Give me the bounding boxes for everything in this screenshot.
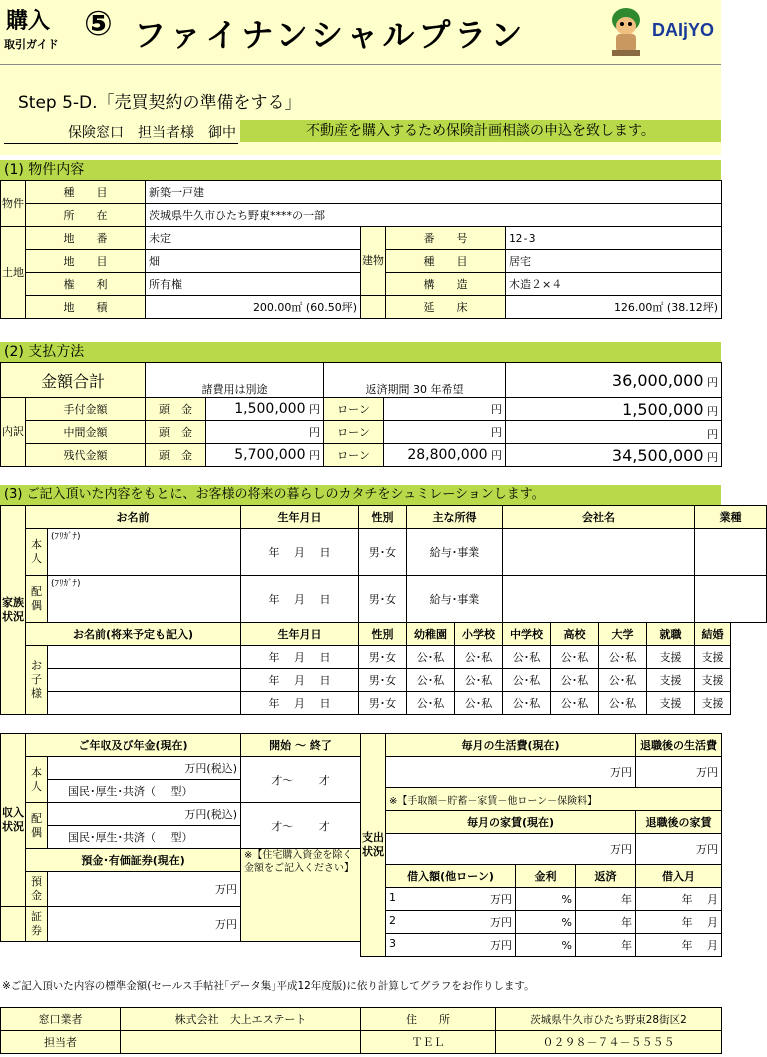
- uchiwake-label: 内訳: [1, 398, 26, 467]
- loan-amount-cell[interactable]: [384, 421, 506, 444]
- savings-note: ※【住宅購入資金を除く金額をご記入ください】: [241, 849, 361, 942]
- furigana-label: (ﾌﾘｶﾞﾅ): [51, 579, 81, 589]
- step-title: Step 5-D.「売買契約の準備をする」: [18, 93, 302, 113]
- repay-years: 30: [413, 383, 428, 396]
- school-field[interactable]: 公･私: [503, 692, 551, 715]
- repay-label: 返済期間: [365, 383, 410, 396]
- col-marry: 結婚: [695, 623, 731, 646]
- securities-field[interactable]: 万円: [48, 907, 241, 942]
- down-amount-cell[interactable]: [206, 444, 324, 467]
- loan-amount-cell[interactable]: [384, 398, 506, 421]
- tel-value: ０２９８－７４－５５５５: [496, 1031, 722, 1054]
- col-industry: 業種: [695, 506, 767, 529]
- school-field[interactable]: 公･私: [407, 646, 455, 669]
- section3-heading: (3) ご記入頂いた内容をもとに、お客様の将来の暮らしのカタチをシュミレーションします。: [0, 485, 721, 505]
- repay-field[interactable]: 年: [576, 911, 636, 934]
- blank-cell: [1, 907, 26, 942]
- living-head: 毎月の生活費(現在): [386, 734, 636, 757]
- debt-field[interactable]: [386, 888, 516, 911]
- child-name-field[interactable]: [48, 646, 241, 669]
- expenses-note: 諸費用は別途: [146, 363, 324, 398]
- down-label: 頭 金: [146, 444, 206, 467]
- chiseki-label: 地 積: [26, 296, 146, 319]
- school-field[interactable]: 公･私: [551, 692, 599, 715]
- school-field[interactable]: 公･私: [407, 692, 455, 715]
- col-elem: 小学校: [455, 623, 503, 646]
- birth-field[interactable]: 年 月 日: [241, 692, 359, 715]
- debt-field[interactable]: [386, 934, 516, 957]
- shumoku-label: 種 目: [26, 181, 146, 204]
- sex-field[interactable]: 男･女: [359, 669, 407, 692]
- chiban-label: 地 番: [26, 227, 146, 250]
- birth-field[interactable]: 年 月 日: [241, 669, 359, 692]
- nobeyuka-value[interactable]: 126.00㎡ (38.12坪): [506, 296, 722, 319]
- child-name-field[interactable]: [48, 669, 241, 692]
- loan-amount: 28,800,000: [407, 447, 488, 463]
- school-field[interactable]: 公･私: [503, 669, 551, 692]
- retire-living-head: 退職後の生活費: [636, 734, 722, 757]
- income-amount-field[interactable]: 万円(税込): [48, 803, 241, 826]
- support-field[interactable]: 支援: [695, 646, 731, 669]
- section1-heading: (1) 物件内容: [0, 160, 721, 180]
- period-field[interactable]: 才～ 才: [241, 803, 361, 849]
- kenri-label: 権 利: [26, 273, 146, 296]
- col-child-name: お名前(将来予定も記入): [26, 623, 241, 646]
- support-field[interactable]: 支援: [695, 692, 731, 715]
- pension-field[interactable]: 国民･厚生･共済（ 型）: [48, 780, 241, 803]
- loan-amount-cell[interactable]: [384, 444, 506, 467]
- row-label: 残代金額: [26, 444, 146, 467]
- row-total: 1,500,000: [622, 399, 704, 419]
- loan-label: ローン: [324, 398, 384, 421]
- manyen-unit: 万円: [490, 916, 512, 929]
- birth-field[interactable]: 年 月 日: [241, 646, 359, 669]
- footer-table: [0, 1007, 722, 1054]
- bukken-label: 物件: [1, 181, 26, 227]
- loan-label: ローン: [324, 421, 384, 444]
- support-field[interactable]: 支援: [647, 692, 695, 715]
- living-note: ※【手取額－貯蓄－家賃－他ローン－保険料】: [386, 788, 722, 811]
- page-title: ファイナンシャルプラン: [134, 16, 527, 54]
- period-field[interactable]: 才～ 才: [241, 757, 361, 803]
- repay-period[interactable]: [324, 363, 506, 398]
- haiguu-label: 配偶: [26, 803, 48, 849]
- borrow-head: 借入月: [636, 865, 722, 888]
- loan-label: ローン: [324, 444, 384, 467]
- kozo-label: 構 造: [386, 273, 506, 296]
- row-total-cell[interactable]: [506, 421, 722, 444]
- family-label: 家族状況: [1, 506, 26, 715]
- chiban-value[interactable]: 未定: [146, 227, 361, 250]
- repay-field[interactable]: 年: [576, 888, 636, 911]
- support-field[interactable]: 支援: [647, 646, 695, 669]
- col-kinder: 幼稚園: [407, 623, 455, 646]
- buy-sublabel: 取引ガイド: [4, 38, 59, 51]
- yen-unit: 円: [309, 403, 321, 416]
- company-field[interactable]: [503, 576, 695, 623]
- chimoku-label: 地 目: [26, 250, 146, 273]
- borrow-month-field[interactable]: 年 月: [636, 911, 722, 934]
- living-field[interactable]: 万円: [386, 757, 636, 788]
- shozai-label: 所 在: [26, 204, 146, 227]
- row-label: 手付金額: [26, 398, 146, 421]
- yen-unit: 円: [491, 449, 503, 462]
- debt-head: 借入額(他ローン): [386, 865, 516, 888]
- school-field[interactable]: 公･私: [455, 692, 503, 715]
- chimoku-value[interactable]: 畑: [146, 250, 361, 273]
- expense-table: [360, 733, 722, 957]
- person-label: 担当者: [1, 1031, 121, 1054]
- rent-head: 毎月の家賃(現在): [386, 811, 636, 834]
- buy-label: 購入: [6, 9, 51, 34]
- col-univ: 大学: [599, 623, 647, 646]
- total-amount: 36,000,000: [611, 370, 704, 390]
- tochi-label: 土地: [1, 227, 26, 319]
- pension-field[interactable]: 国民･厚生･共済（ 型）: [48, 826, 241, 849]
- address-value: 茨城県牛久市ひたち野東28街区2: [496, 1008, 722, 1031]
- tel-label: ＴＥＬ: [361, 1031, 496, 1054]
- col-job: 就職: [647, 623, 695, 646]
- payment-table: [0, 362, 722, 467]
- tatemono-label: 建物: [361, 227, 386, 296]
- sex-field[interactable]: 男･女: [359, 692, 407, 715]
- shozai-value[interactable]: 茨城県牛久市ひたち野東****の一部: [146, 204, 722, 227]
- income-field[interactable]: 給与･事業: [407, 576, 503, 623]
- support-field[interactable]: 支援: [695, 669, 731, 692]
- col-income: 主な所得: [407, 506, 503, 529]
- income-field[interactable]: 給与･事業: [407, 529, 503, 576]
- savings-field[interactable]: 万円: [48, 872, 241, 907]
- footnote: ※ご記入頂いた内容の標準金額(セールス手帖社｢データ集｣平成12年度版)に依り計算してグラフをお作りします。: [2, 980, 535, 992]
- sex-field[interactable]: 男･女: [359, 529, 407, 576]
- address-label: 住 所: [361, 1008, 496, 1031]
- debt-index: 3: [389, 937, 396, 950]
- name-field-honnin[interactable]: [48, 529, 241, 576]
- school-field[interactable]: 公･私: [503, 646, 551, 669]
- honnin-label: 本人: [26, 529, 48, 576]
- yen-unit: 円: [707, 450, 719, 464]
- school-field[interactable]: 公･私: [455, 646, 503, 669]
- birth-field[interactable]: 年 月 日: [241, 576, 359, 623]
- brand-logo: DAIjYO: [652, 20, 715, 40]
- shumoku-value[interactable]: 新築一戸建: [146, 181, 722, 204]
- total-amount-cell[interactable]: [506, 363, 722, 398]
- retire-rent-head: 退職後の家賃: [636, 811, 722, 834]
- shurui-label: 種 目: [386, 250, 506, 273]
- yen-unit: 円: [707, 375, 719, 389]
- shurui-value[interactable]: 居宅: [506, 250, 722, 273]
- haiguu-label: 配偶: [26, 576, 48, 623]
- rate-field[interactable]: %: [516, 911, 576, 934]
- yen-unit: 円: [491, 403, 503, 416]
- income-table: [0, 733, 361, 942]
- industry-field[interactable]: [695, 529, 767, 576]
- family-table: [0, 505, 767, 715]
- blank-cell: [361, 296, 386, 319]
- rate-field[interactable]: %: [516, 934, 576, 957]
- school-field[interactable]: 公･私: [551, 646, 599, 669]
- savings-head: 預金･有価証券(現在): [26, 849, 241, 872]
- down-label: 頭 金: [146, 421, 206, 444]
- school-field[interactable]: 公･私: [599, 646, 647, 669]
- yen-unit: 円: [309, 449, 321, 462]
- mascot-icon: [602, 4, 650, 58]
- name-field-haiguu[interactable]: [48, 576, 241, 623]
- col-name: お名前: [26, 506, 241, 529]
- school-field[interactable]: 公･私: [455, 669, 503, 692]
- bango-label: 番 号: [386, 227, 506, 250]
- row-total: 34,500,000: [611, 445, 704, 465]
- debt-index: 2: [389, 914, 396, 927]
- child-name-field[interactable]: [48, 692, 241, 715]
- yen-unit: 円: [309, 426, 321, 439]
- school-field[interactable]: 公･私: [407, 669, 455, 692]
- section2-heading: (2) 支払方法: [0, 342, 721, 362]
- shoken-label: 証券: [26, 907, 48, 942]
- birth-field[interactable]: 年 月 日: [241, 529, 359, 576]
- sex-field[interactable]: 男･女: [359, 576, 407, 623]
- col-birth: 生年月日: [241, 623, 359, 646]
- school-field[interactable]: 公･私: [599, 669, 647, 692]
- repay-head: 返済: [576, 865, 636, 888]
- school-field[interactable]: 公･私: [551, 669, 599, 692]
- property-table: [0, 180, 722, 319]
- honnin-label: 本人: [26, 757, 48, 803]
- manyen-unit: 万円: [490, 939, 512, 952]
- row-total-cell[interactable]: [506, 444, 722, 467]
- rate-field[interactable]: %: [516, 888, 576, 911]
- request-banner: 不動産を購入するため保険計画相談の申込を致します。: [240, 120, 721, 142]
- down-amount: 1,500,000: [234, 401, 306, 417]
- yokin-label: 預金: [26, 872, 48, 907]
- person-value[interactable]: [121, 1031, 361, 1054]
- addressee: 保険窓口 担当者様 御中: [4, 122, 238, 144]
- child-label: お子様: [26, 646, 48, 715]
- income-amount-field[interactable]: 万円(税込): [48, 757, 241, 780]
- step-number: ⑤: [84, 4, 113, 44]
- agent-value: 株式会社 大上エステート: [121, 1008, 361, 1031]
- industry-field[interactable]: [695, 576, 767, 623]
- total-label: 金額合計: [1, 363, 146, 398]
- sex-field[interactable]: 男･女: [359, 646, 407, 669]
- col-middle: 中学校: [503, 623, 551, 646]
- bango-value[interactable]: 12-3: [506, 227, 722, 250]
- borrow-month-field[interactable]: 年 月: [636, 934, 722, 957]
- down-label: 頭 金: [146, 398, 206, 421]
- income-label: 収入状況: [1, 734, 26, 907]
- down-amount-cell[interactable]: [206, 421, 324, 444]
- school-field[interactable]: 公･私: [599, 692, 647, 715]
- repay-field[interactable]: 年: [576, 934, 636, 957]
- col-sex: 性別: [359, 623, 407, 646]
- col-company: 会社名: [503, 506, 695, 529]
- furigana-label: (ﾌﾘｶﾞﾅ): [51, 532, 81, 542]
- period-head: 開始 ～ 終了: [241, 734, 361, 757]
- borrow-month-field[interactable]: 年 月: [636, 888, 722, 911]
- col-sex: 性別: [359, 506, 407, 529]
- annual-head: ご年収及び年金(現在): [26, 734, 241, 757]
- row-label: 中間金額: [26, 421, 146, 444]
- kozo-value[interactable]: 木造２×４: [506, 273, 722, 296]
- down-amount: 5,700,000: [234, 447, 306, 463]
- row-total-cell[interactable]: [506, 398, 722, 421]
- rent-field[interactable]: 万円: [386, 834, 636, 865]
- retire-rent-field[interactable]: 万円: [636, 834, 722, 865]
- down-amount-cell[interactable]: [206, 398, 324, 421]
- col-high: 高校: [551, 623, 599, 646]
- company-field[interactable]: [503, 529, 695, 576]
- yen-unit: 円: [707, 427, 719, 441]
- debt-index: 1: [389, 891, 396, 904]
- agent-label: 窓口業者: [1, 1008, 121, 1031]
- repay-suffix: 年希望: [430, 383, 464, 396]
- expense-label: 支出状況: [361, 734, 386, 957]
- yen-unit: 円: [707, 404, 719, 418]
- support-field[interactable]: 支援: [647, 669, 695, 692]
- kenri-value[interactable]: 所有権: [146, 273, 361, 296]
- col-birth: 生年月日: [241, 506, 359, 529]
- chiseki-value[interactable]: 200.00㎡ (60.50坪): [146, 296, 361, 319]
- retire-living-field[interactable]: 万円: [636, 757, 722, 788]
- yen-unit: 円: [491, 426, 503, 439]
- rate-head: 金利: [516, 865, 576, 888]
- nobeyuka-label: 延 床: [386, 296, 506, 319]
- debt-field[interactable]: [386, 911, 516, 934]
- manyen-unit: 万円: [490, 893, 512, 906]
